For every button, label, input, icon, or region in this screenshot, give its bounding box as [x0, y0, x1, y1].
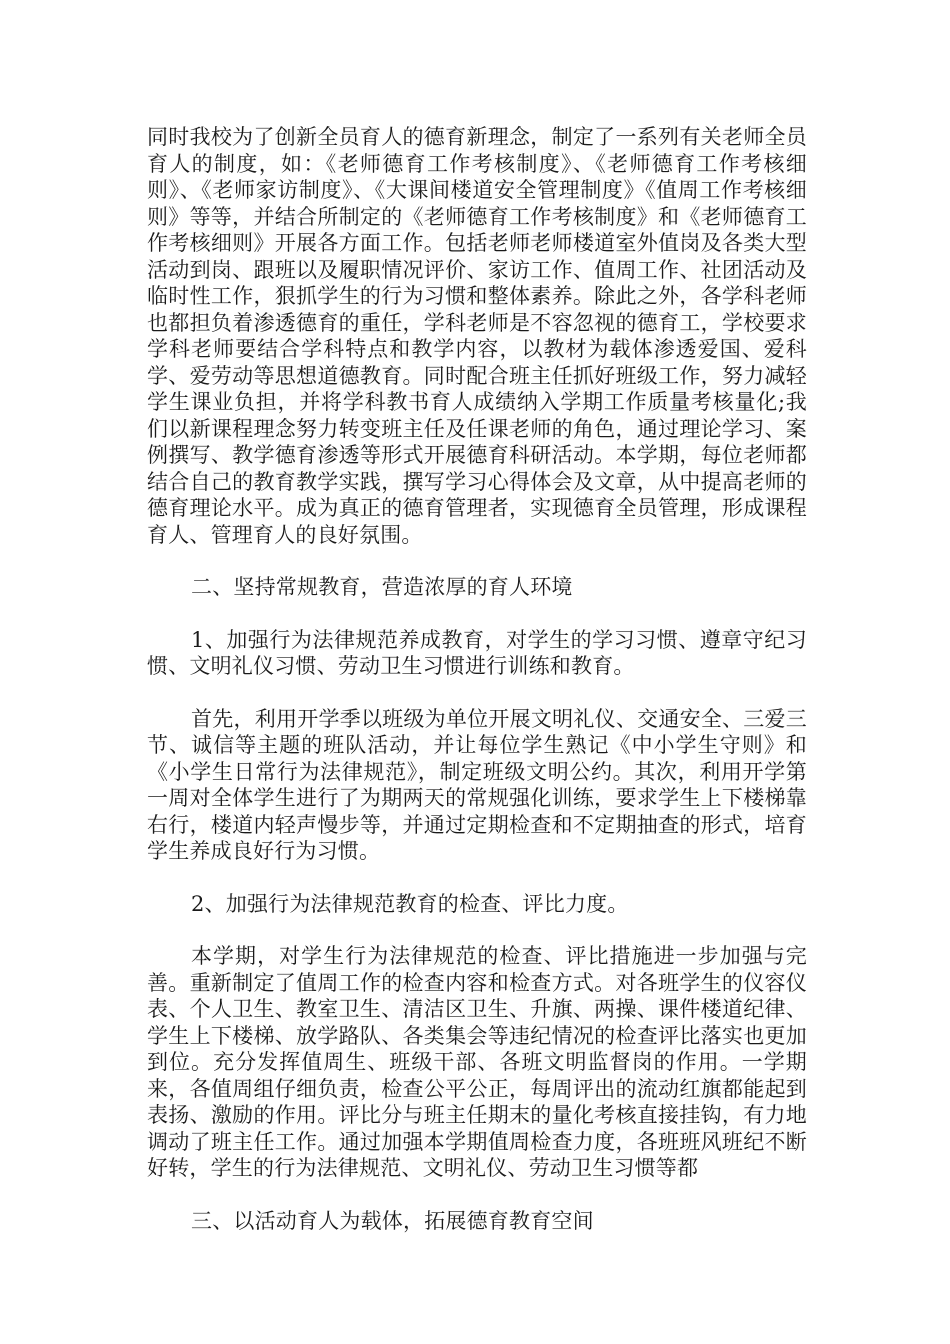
section-heading-activity-education: 三、以活动育人为载体，拓展德育教育空间: [191, 1208, 594, 1233]
paragraph-inspection-details: 本学期，对学生行为法律规范的检查、评比措施进一步加强与完善。重新制定了值周工作的检查内容和检查方式。对各班学生的仪容仪表、个人卫生、教室卫生、清洁区卫生、升旗、两操、课件楼道纪律、学生上下楼梯、放学路队、各类集会等违纪情况的检查评比落实也更加到位。充分发挥值周生、班级干部、各班文明监督岗的作用。一学期来，各值周组仔细负责，检查公平公正，每周评出的流动红旗都能起到表扬、激励的作用。评比分与班主任期末的量化考核直接挂钩，有力地调动了班主任工作。通过加强本学期值周检查力度，各班班风班纪不断好转，学生的行为法律规范、文明礼仪、劳动卫生习惯等都: [147, 944, 807, 1180]
section-heading-routine-education: 二、坚持常规教育，营造浓厚的育人环境: [191, 575, 573, 599]
paragraph-behavior-habits: 1、加强行为法律规范养成教育，对学生的学习习惯、遵章守纪习惯、文明礼仪习惯、劳动卫生习惯进行训练和教育。: [147, 627, 807, 678]
paragraph-inspection-heading: 2、加强行为法律规范教育的检查、评比力度。: [191, 891, 629, 916]
document-body: [147, 124, 807, 1260]
paragraph-staff-education-system: 同时我校为了创新全员育人的德育新理念，制定了一系列有关老师全员育人的制度，如：《老师德育工作考核制度》、《老师德育工作考核细则》、《老师家访制度》、《大课间楼道安全管理制度》《值周工作考核细则》等等，并结合所制定的《老师德育工作考核制度》和《老师德育工作考核细则》开展各方面工作。包括老师老师楼道室外值岗及各类大型活动到岗、跟班以及履职情况评价、家访工作、值周工作、社团活动及临时性工作，狠抓学生的行为习惯和整体素养。除此之外，各学科老师也都担负着渗透德育的重任，学科老师是不容忽视的德育工，学校要求学科老师要结合学科特点和教学内容，以教材为载体渗透爱国、爱科学、爱劳动等思想道德教育。同时配合班主任抓好班级工作，努力减轻学生课业负担，并将学科教书育人成绩纳入学期工作质量考核量化;我们以新课程理念努力转变班主任及任课老师的角色，通过理论学习、案例撰写、教学德育渗透等形式开展德育科研活动。本学期，每位老师都结合自己的教育教学实践，撰写学习心得体会及文章，从中提高老师的德育理论水平。成为真正的德育管理者，实现德育全员管理，形成课程育人、管理育人的良好氛围。: [147, 125, 807, 547]
paragraph-semester-start-activities: 首先，利用开学季以班级为单位开展文明礼仪、交通安全、三爱三节、诚信等主题的班队活动，并让每位学生熟记《中小学生守则》和《小学生日常行为法律规范》，制定班级文明公约。其次，利用开学第一周对全体学生进行了为期两天的常规强化训练，要求学生上下楼梯靠右行，楼道内轻声慢步等，并通过定期检查和不定期抽查的形式，培育学生养成良好行为习惯。: [147, 706, 807, 863]
